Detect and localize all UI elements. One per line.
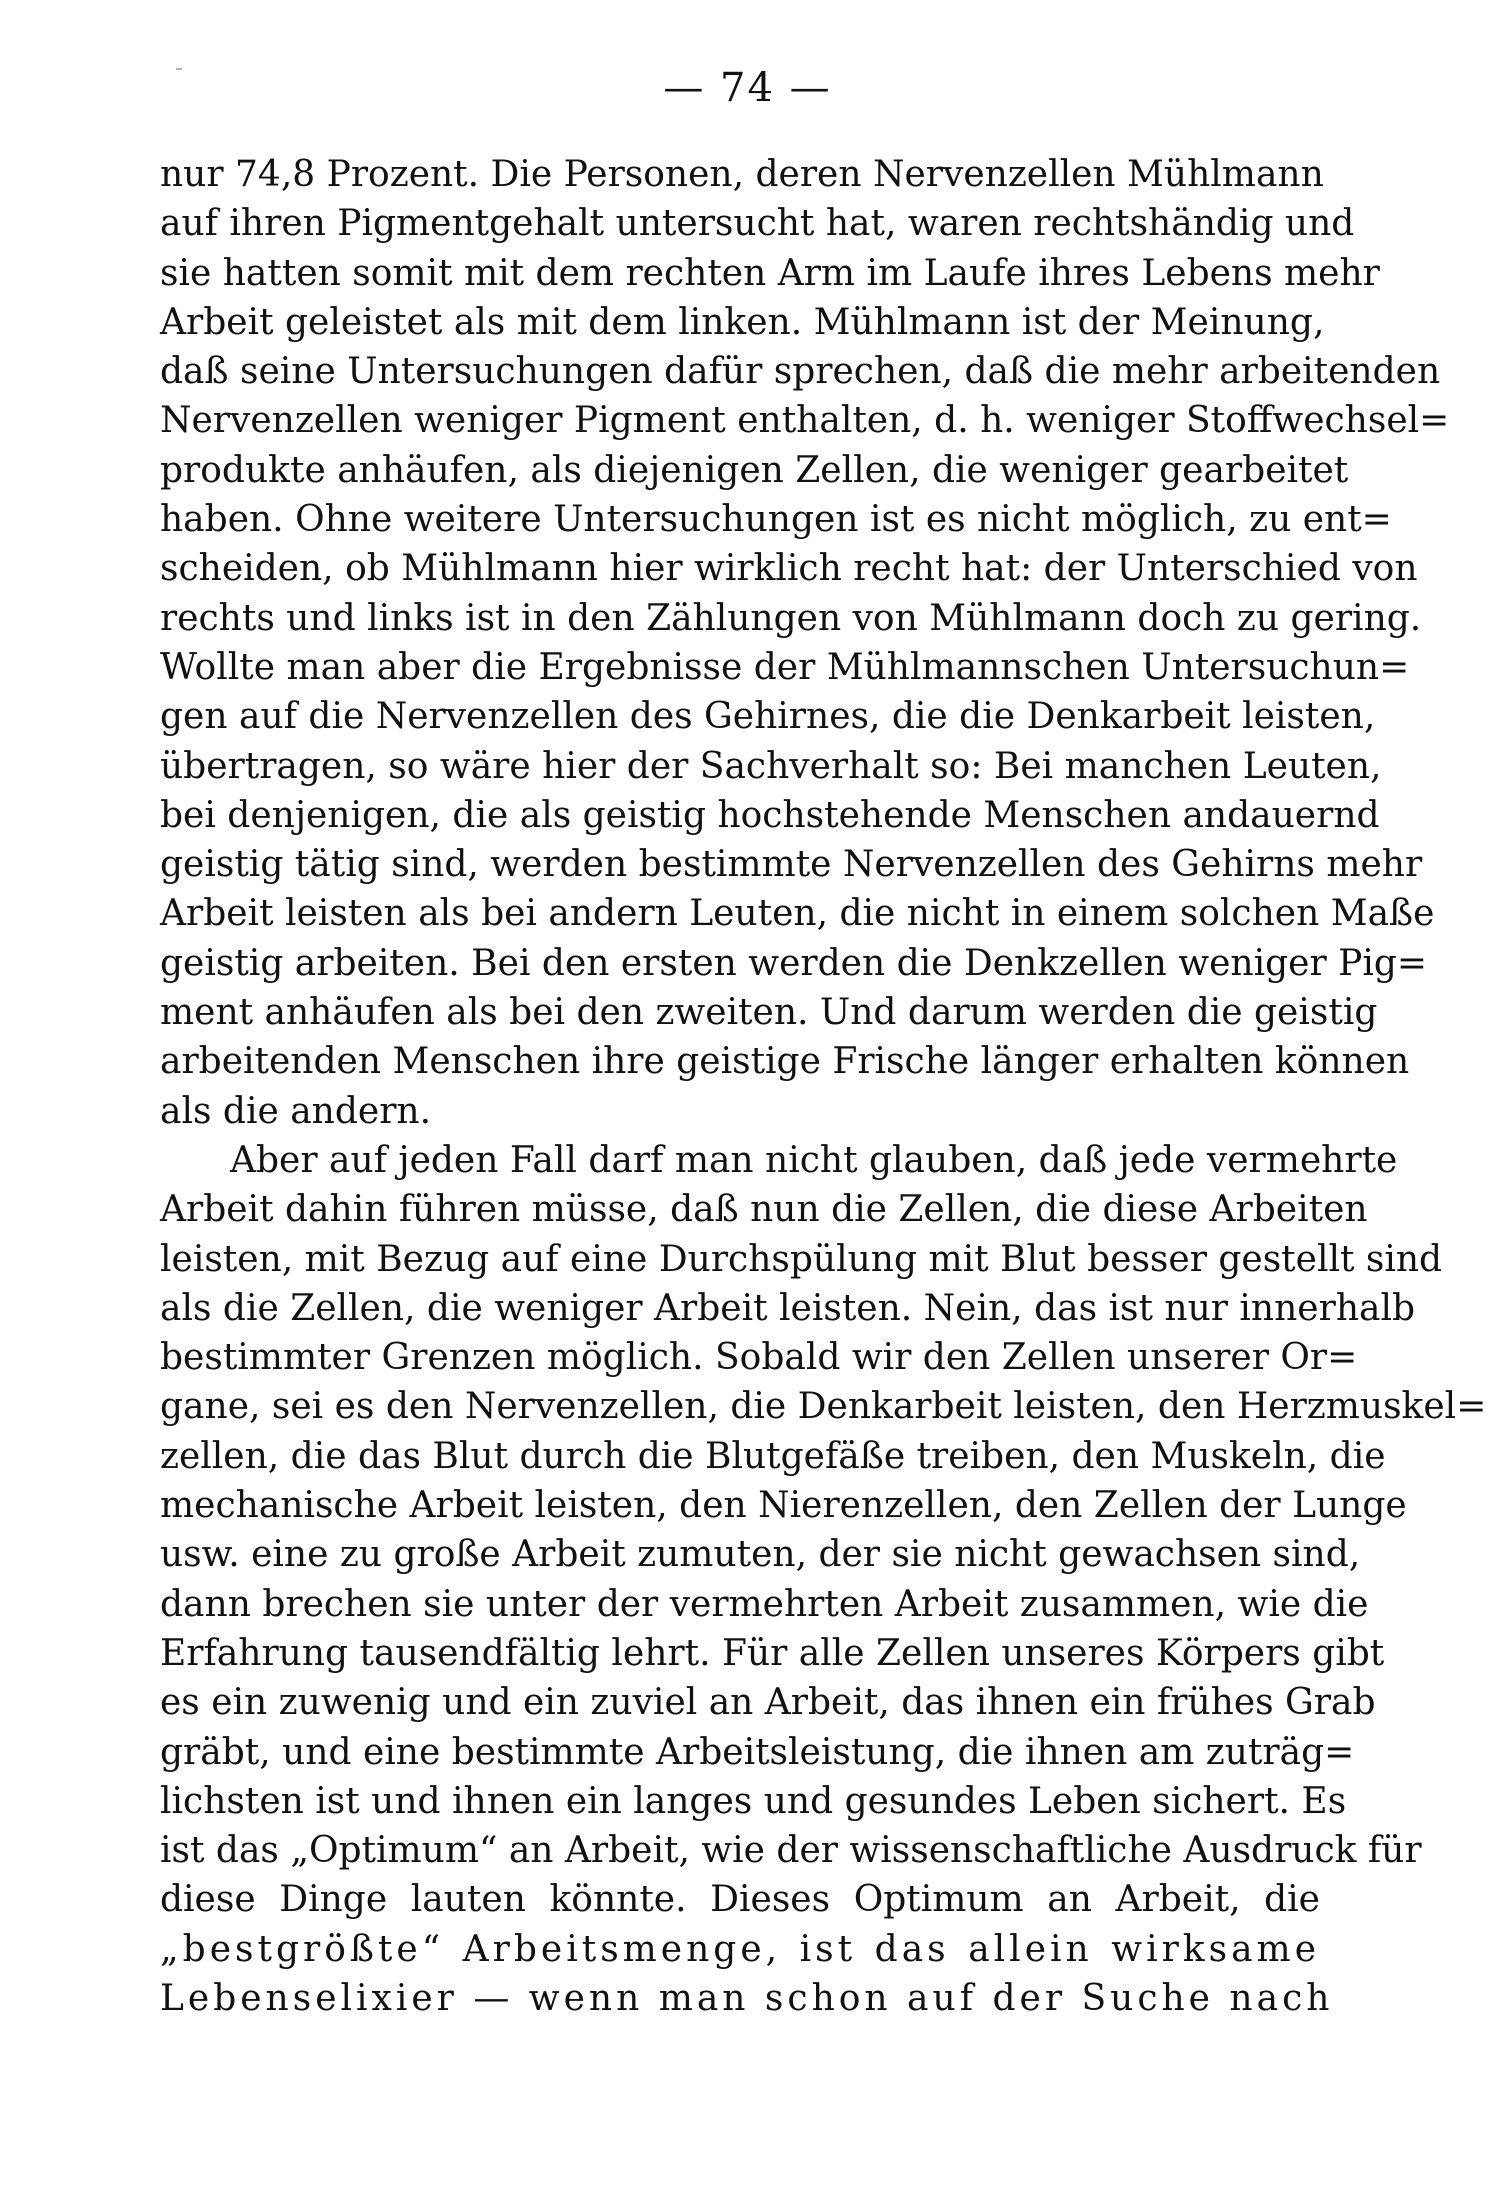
text-line: Nervenzellen weniger Pigment enthalten, d. h. weniger Stoffwechsel= — [160, 400, 1450, 442]
text-line: dann brechen sie unter der vermehrten Arbeit zusammen, wie die — [160, 1583, 1369, 1625]
text-line-spaced: Lebenselixier — wenn man schon auf der Suche nach — [160, 1977, 1334, 2019]
text-line: geistig tätig sind, werden bestimmte Nervenzellen des Gehirns mehr — [160, 844, 1423, 886]
text-line: gräbt, und eine bestimmte Arbeitsleistung, die ihnen am zuträg= — [160, 1731, 1355, 1773]
text-line: mechanische Arbeit leisten, den Nierenzellen, den Zellen der Lunge — [160, 1485, 1407, 1527]
text-line: lichsten ist und ihnen ein langes und gesundes Leben sichert. Es — [160, 1780, 1347, 1822]
text-line: produkte anhäufen, als diejenigen Zellen, die weniger gearbeitet — [160, 449, 1349, 491]
text-line: Arbeit geleistet als mit dem linken. Mühlmann ist der Meinung, — [160, 301, 1325, 343]
text-line: gane, sei es den Nervenzellen, die Denkarbeit leisten, den Herzmuskel= — [160, 1386, 1487, 1428]
text-line: es ein zuwenig und ein zuviel an Arbeit, das ihnen ein frühes Grab — [160, 1682, 1376, 1724]
text-line: Arbeit dahin führen müsse, daß nun die Zellen, die diese Arbeiten — [160, 1189, 1368, 1231]
text-line: Arbeit leisten als bei andern Leuten, die nicht in einem solchen Maße — [160, 893, 1435, 935]
text-line: Erfahrung tausendfältig lehrt. Für alle Zellen unseres Körpers gibt — [160, 1632, 1385, 1674]
text-line: sie hatten somit mit dem rechten Arm im Laufe ihres Lebens mehr — [160, 252, 1380, 294]
text-line: übertragen, so wäre hier der Sachverhalt so: Bei manchen Leuten, — [160, 745, 1382, 787]
paragraph-start-line: Aber auf jeden Fall darf man nicht glauben, daß jede vermehrte — [230, 1139, 1398, 1181]
text-line: arbeitenden Menschen ihre geistige Frische länger erhalten können — [160, 1041, 1410, 1083]
text-line: haben. Ohne weitere Untersuchungen ist es nicht möglich, zu ent= — [160, 499, 1392, 541]
body-text — [160, 150, 1487, 2023]
text-line: Wollte man aber die Ergebnisse der Mühlmannschen Untersuchun= — [160, 646, 1410, 688]
text-line: geistig arbeiten. Bei den ersten werden die Denkzellen weniger Pig= — [160, 942, 1428, 984]
text-line: leisten, mit Bezug auf eine Durchspülung mit Blut besser gestellt sind — [160, 1238, 1443, 1280]
text-line: auf ihren Pigmentgehalt untersucht hat, waren rechtshändig und — [160, 203, 1355, 245]
text-line: daß seine Untersuchungen dafür sprechen, daß die mehr arbeitenden — [160, 351, 1441, 393]
text-line: zellen, die das Blut durch die Blutgefäße treiben, den Muskeln, die — [160, 1435, 1386, 1477]
text-line: usw. eine zu große Arbeit zumuten, der sie nicht gewachsen sind, — [160, 1534, 1361, 1576]
text-line: als die Zellen, die weniger Arbeit leisten. Nein, das ist nur innerhalb — [160, 1287, 1416, 1329]
paragraph-end-line: als die andern. — [160, 1090, 432, 1132]
page-number: — 74 — — [663, 65, 832, 111]
text-line: ment anhäufen als bei den zweiten. Und darum werden die geistig — [160, 992, 1378, 1034]
text-line: ist das „Optimum“ an Arbeit, wie der wissenschaftliche Ausdruck für — [160, 1830, 1422, 1872]
text-line: bestimmter Grenzen möglich. Sobald wir den Zellen unserer Or= — [160, 1337, 1358, 1379]
text-line: gen auf die Nervenzellen des Gehirnes, die die Denkarbeit leisten, — [160, 696, 1376, 738]
text-line: nur 74,8 Prozent. Die Personen, deren Nervenzellen Mühlmann — [160, 154, 1324, 195]
text-line: scheiden, ob Mühlmann hier wirklich recht hat: der Unterschied von — [160, 548, 1418, 590]
text-line-spaced: „bestgrößte“ Arbeitsmenge, ist das allein wirksame — [160, 1928, 1320, 1970]
text-line: bei denjenigen, die als geistig hochstehende Menschen andauernd — [160, 794, 1380, 836]
text-line: rechts und links ist in den Zählungen von Mühlmann doch zu gering. — [160, 597, 1422, 639]
text-line: diese Dinge lauten könnte. Dieses Optimum an Arbeit, die — [160, 1879, 1320, 1921]
